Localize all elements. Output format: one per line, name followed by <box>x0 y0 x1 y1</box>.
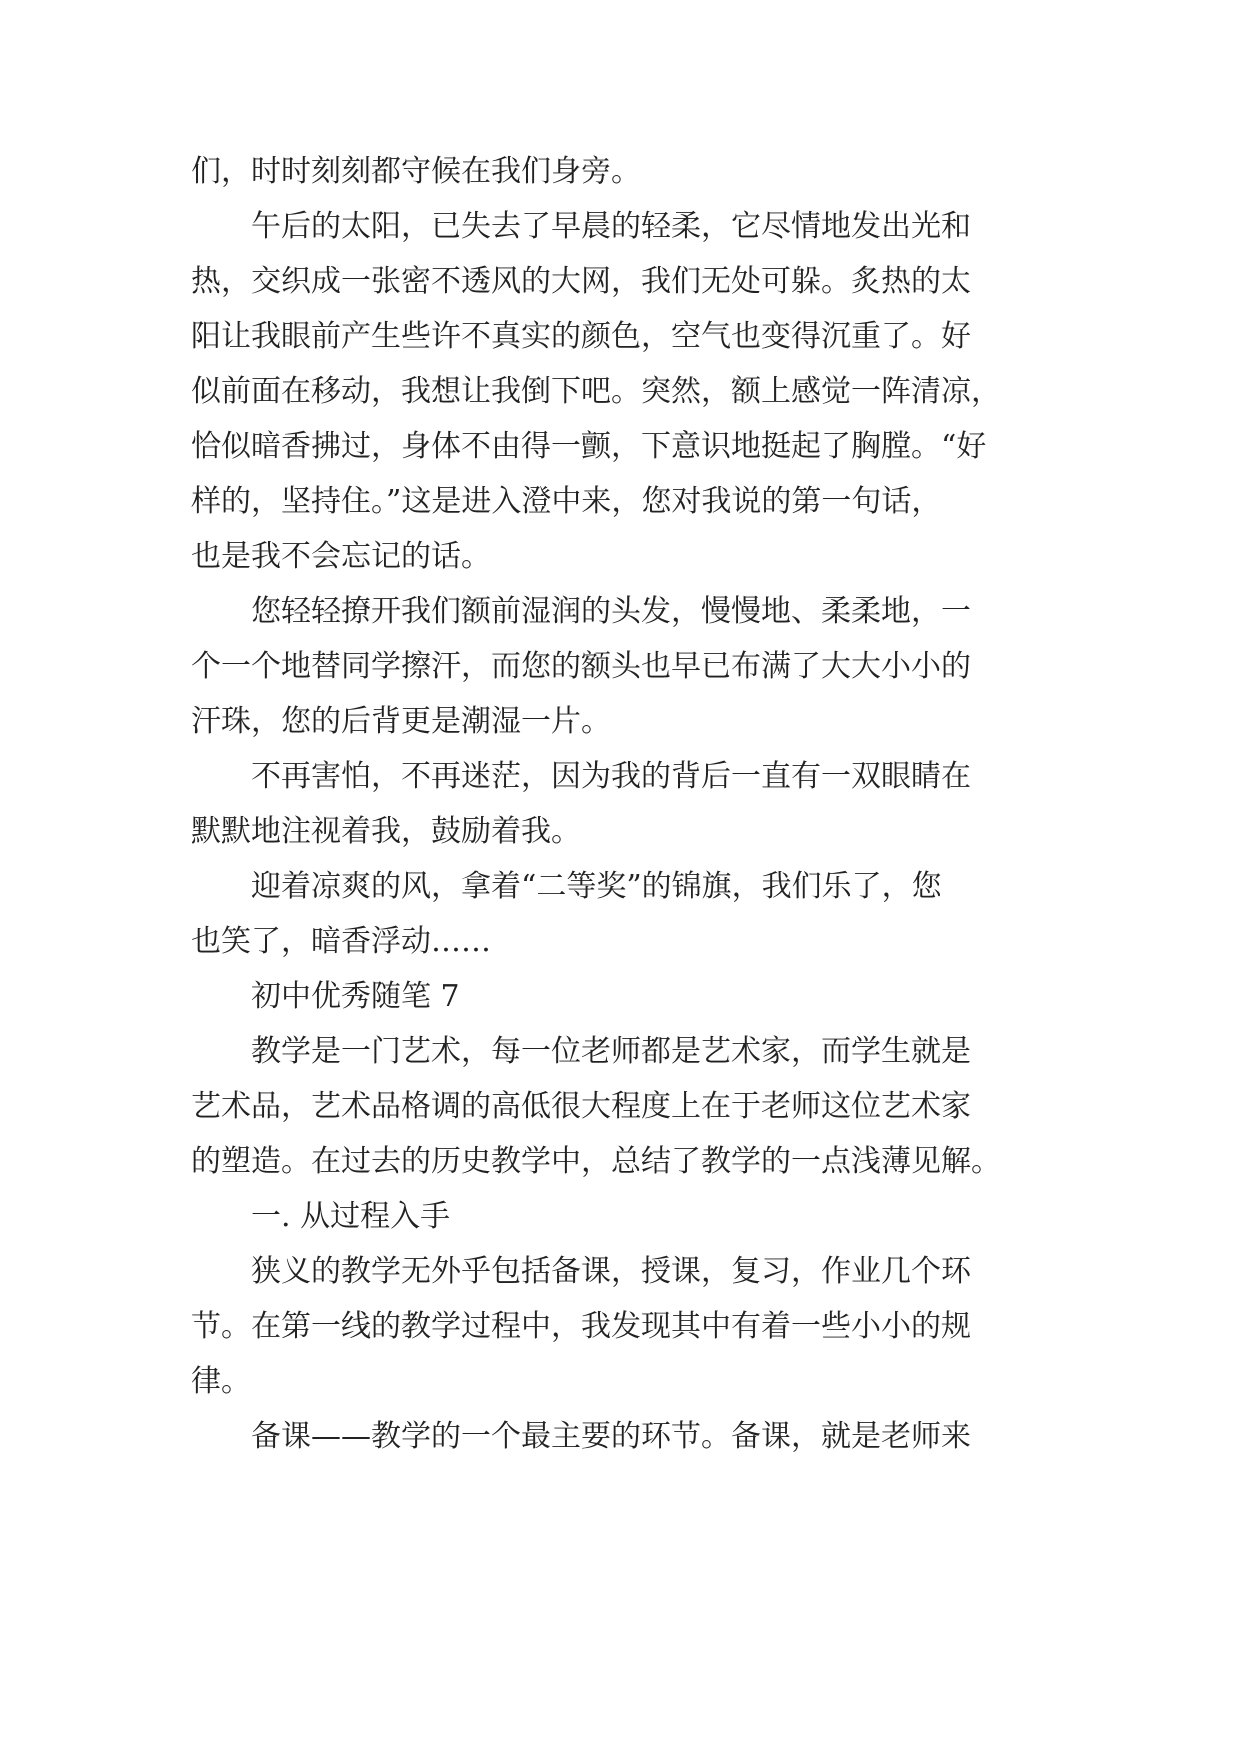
text-line: 也笑了，暗香浮动…… <box>191 924 491 959</box>
text-line: 您轻轻撩开我们额前湿润的头发，慢慢地、柔柔地，一 <box>251 594 971 629</box>
text-line: 们，时时刻刻都守候在我们身旁。 <box>191 154 641 189</box>
text-line: 默默地注视着我，鼓励着我。 <box>191 814 581 849</box>
text-line: 也是我不会忘记的话。 <box>191 539 491 574</box>
text-line: 似前面在移动，我想让我倒下吧。突然，额上感觉一阵清凉， <box>191 374 1001 409</box>
subsection-heading: 一. 从过程入手 <box>251 1199 451 1234</box>
text-line: 样的，坚持住。”这是进入澄中来，您对我说的第一句话， <box>191 484 942 519</box>
text-line: 节。在第一线的教学过程中，我发现其中有着一些小小的规 <box>191 1309 971 1344</box>
text-line: 迎着凉爽的风，拿着“二等奖”的锦旗，我们乐了，您 <box>251 869 942 904</box>
text-line: 教学是一门艺术，每一位老师都是艺术家，而学生就是 <box>251 1034 971 1069</box>
text-line: 热，交织成一张密不透风的大网，我们无处可躲。炙热的太 <box>191 264 971 299</box>
text-line: 汗珠，您的后背更是潮湿一片。 <box>191 704 611 739</box>
text-line: 个一个地替同学擦汗，而您的额头也早已布满了大大小小的 <box>191 649 971 684</box>
text-line: 狭义的教学无外乎包括备课，授课，复习，作业几个环 <box>251 1254 971 1289</box>
text-line: 恰似暗香拂过，身体不由得一颤，下意识地挺起了胸膛。“好 <box>191 429 987 464</box>
text-line: 的塑造。在过去的历史教学中，总结了教学的一点浅薄见解。 <box>191 1144 1001 1179</box>
text-line: 阳让我眼前产生些许不真实的颜色，空气也变得沉重了。好 <box>191 319 971 354</box>
text-line: 律。 <box>191 1364 251 1399</box>
text-line: 艺术品，艺术品格调的高低很大程度上在于老师这位艺术家 <box>191 1089 971 1124</box>
text-line: 备课——教学的一个最主要的环节。备课，就是老师来 <box>251 1419 971 1454</box>
section-heading: 初中优秀随笔 7 <box>251 979 460 1014</box>
text-line: 午后的太阳，已失去了早晨的轻柔，它尽情地发出光和 <box>251 209 971 244</box>
text-line: 不再害怕，不再迷茫，因为我的背后一直有一双眼睛在 <box>251 759 971 794</box>
